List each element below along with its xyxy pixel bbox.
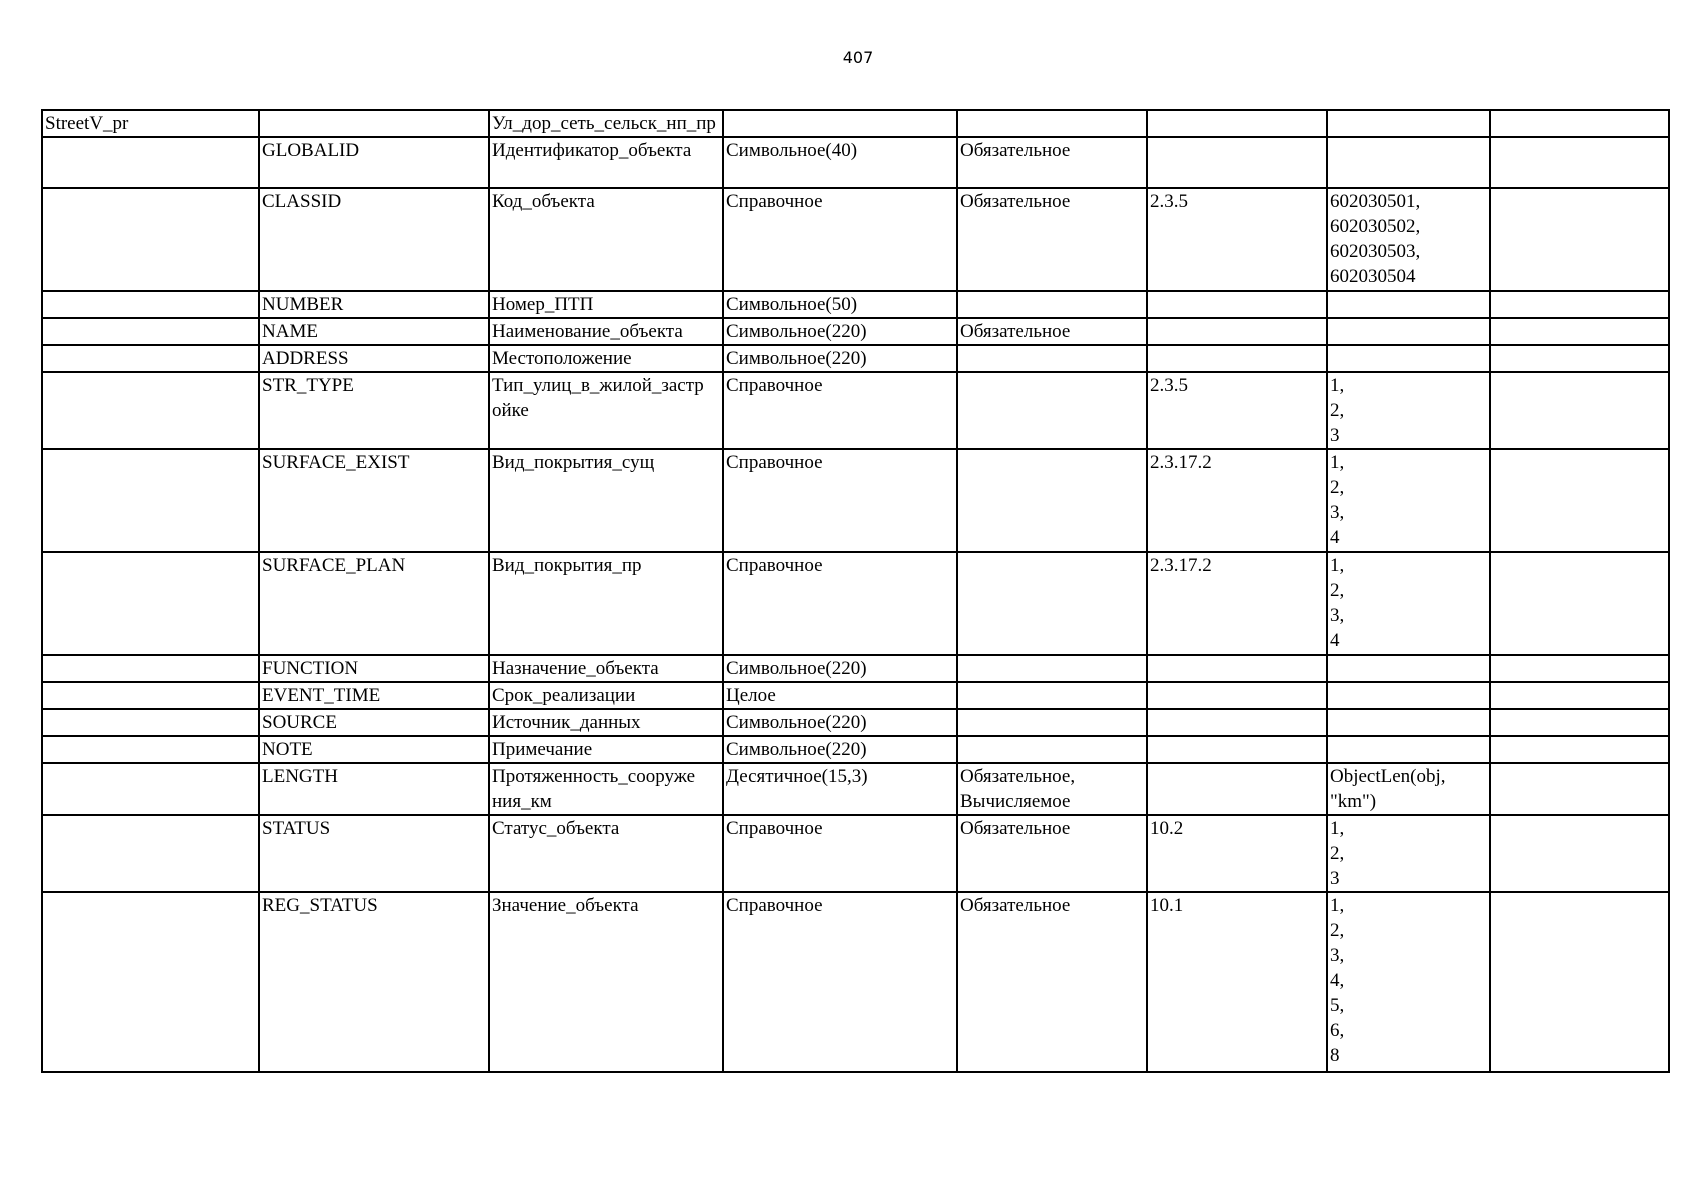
cell-required <box>957 291 1147 318</box>
cell-values <box>1327 137 1490 188</box>
cell-field-name: LENGTH <box>259 763 489 815</box>
cell-class-name <box>42 372 259 449</box>
cell-reference <box>1147 763 1327 815</box>
cell-reference: 2.3.5 <box>1147 372 1327 449</box>
cell-note <box>1490 815 1669 892</box>
cell-type: Справочное <box>723 815 957 892</box>
cell-type: Целое <box>723 682 957 709</box>
cell-class-name <box>42 763 259 815</box>
table-row <box>42 763 1669 815</box>
cell-type: Символьное(50) <box>723 291 957 318</box>
cell-class-name <box>42 345 259 372</box>
table-row <box>42 892 1669 1072</box>
cell-note <box>1490 736 1669 763</box>
cell-note <box>1490 682 1669 709</box>
cell-required: Обязательное, Вычисляемое <box>957 763 1147 815</box>
cell-type <box>723 110 957 137</box>
cell-values <box>1327 682 1490 709</box>
table-row <box>42 682 1669 709</box>
cell-values <box>1327 318 1490 345</box>
cell-required <box>957 449 1147 552</box>
cell-field-name: CLASSID <box>259 188 489 291</box>
cell-type: Справочное <box>723 892 957 1072</box>
cell-alias: Номер_ПТП <box>489 291 723 318</box>
cell-values <box>1327 345 1490 372</box>
cell-note <box>1490 892 1669 1072</box>
cell-values <box>1327 709 1490 736</box>
table-row <box>42 815 1669 892</box>
cell-values <box>1327 736 1490 763</box>
cell-field-name: SURFACE_PLAN <box>259 552 489 655</box>
cell-type: Символьное(220) <box>723 655 957 682</box>
cell-alias: Протяженность_сооруже ния_км <box>489 763 723 815</box>
cell-class-name <box>42 552 259 655</box>
cell-class-name <box>42 291 259 318</box>
cell-alias: Источник_данных <box>489 709 723 736</box>
cell-alias: Ул_дор_сеть_сельск_нп_пр <box>489 110 723 137</box>
table-row <box>42 655 1669 682</box>
cell-alias: Значение_объекта <box>489 892 723 1072</box>
cell-values: ObjectLen(obj, "km") <box>1327 763 1490 815</box>
cell-note <box>1490 763 1669 815</box>
table-row <box>42 291 1669 318</box>
cell-note <box>1490 188 1669 291</box>
cell-required <box>957 110 1147 137</box>
cell-note <box>1490 655 1669 682</box>
cell-reference <box>1147 345 1327 372</box>
cell-type: Справочное <box>723 449 957 552</box>
cell-note <box>1490 345 1669 372</box>
cell-field-name: ADDRESS <box>259 345 489 372</box>
cell-reference <box>1147 709 1327 736</box>
cell-values <box>1327 655 1490 682</box>
cell-field-name: FUNCTION <box>259 655 489 682</box>
cell-reference <box>1147 736 1327 763</box>
cell-alias: Назначение_объекта <box>489 655 723 682</box>
cell-required <box>957 372 1147 449</box>
cell-reference: 10.1 <box>1147 892 1327 1072</box>
cell-values: 1, 2, 3, 4, 5, 6, 8 <box>1327 892 1490 1072</box>
table-row <box>42 188 1669 291</box>
cell-class-name <box>42 449 259 552</box>
cell-type: Символьное(220) <box>723 318 957 345</box>
cell-note <box>1490 552 1669 655</box>
cell-field-name: NOTE <box>259 736 489 763</box>
cell-reference <box>1147 137 1327 188</box>
cell-required: Обязательное <box>957 892 1147 1072</box>
cell-note <box>1490 449 1669 552</box>
page-number: 407 <box>842 48 874 67</box>
table-row <box>42 137 1669 188</box>
cell-note <box>1490 372 1669 449</box>
cell-note <box>1490 291 1669 318</box>
attribute-table <box>41 109 1670 1073</box>
cell-reference: 10.2 <box>1147 815 1327 892</box>
cell-values: 602030501, 602030502, 602030503, 602030504 <box>1327 188 1490 291</box>
table-row <box>42 552 1669 655</box>
cell-values: 1, 2, 3 <box>1327 372 1490 449</box>
cell-note <box>1490 318 1669 345</box>
cell-alias: Тип_улиц_в_жилой_застр ойке <box>489 372 723 449</box>
cell-required: Обязательное <box>957 137 1147 188</box>
cell-alias: Статус_объекта <box>489 815 723 892</box>
cell-type: Символьное(220) <box>723 709 957 736</box>
table-row <box>42 709 1669 736</box>
cell-field-name: GLOBALID <box>259 137 489 188</box>
cell-class-name <box>42 892 259 1072</box>
cell-required <box>957 709 1147 736</box>
cell-class-name <box>42 188 259 291</box>
cell-alias: Вид_покрытия_сущ <box>489 449 723 552</box>
cell-field-name: STATUS <box>259 815 489 892</box>
cell-field-name: SURFACE_EXIST <box>259 449 489 552</box>
cell-field-name: EVENT_TIME <box>259 682 489 709</box>
cell-alias: Вид_покрытия_пр <box>489 552 723 655</box>
cell-required <box>957 655 1147 682</box>
cell-required <box>957 736 1147 763</box>
cell-class-name <box>42 318 259 345</box>
cell-required: Обязательное <box>957 815 1147 892</box>
cell-note <box>1490 137 1669 188</box>
cell-alias: Примечание <box>489 736 723 763</box>
cell-type: Справочное <box>723 372 957 449</box>
cell-reference <box>1147 655 1327 682</box>
cell-field-name: STR_TYPE <box>259 372 489 449</box>
cell-reference <box>1147 682 1327 709</box>
cell-field-name: REG_STATUS <box>259 892 489 1072</box>
cell-type: Символьное(220) <box>723 736 957 763</box>
cell-field-name <box>259 110 489 137</box>
cell-reference <box>1147 110 1327 137</box>
cell-reference: 2.3.5 <box>1147 188 1327 291</box>
cell-reference: 2.3.17.2 <box>1147 449 1327 552</box>
cell-alias: Наименование_объекта <box>489 318 723 345</box>
cell-alias: Идентификатор_объекта <box>489 137 723 188</box>
cell-alias: Срок_реализации <box>489 682 723 709</box>
cell-alias: Код_объекта <box>489 188 723 291</box>
cell-field-name: NAME <box>259 318 489 345</box>
cell-note <box>1490 110 1669 137</box>
cell-type: Справочное <box>723 188 957 291</box>
cell-class-name <box>42 682 259 709</box>
table-header-row <box>42 110 1669 137</box>
table-row <box>42 736 1669 763</box>
cell-required <box>957 682 1147 709</box>
cell-class-name <box>42 655 259 682</box>
cell-reference: 2.3.17.2 <box>1147 552 1327 655</box>
table-row <box>42 345 1669 372</box>
cell-class-name <box>42 736 259 763</box>
cell-values: 1, 2, 3, 4 <box>1327 449 1490 552</box>
table-row <box>42 449 1669 552</box>
cell-type: Справочное <box>723 552 957 655</box>
table-row <box>42 372 1669 449</box>
cell-class-name: StreetV_pr <box>42 110 259 137</box>
cell-values: 1, 2, 3 <box>1327 815 1490 892</box>
cell-class-name <box>42 709 259 736</box>
cell-required: Обязательное <box>957 318 1147 345</box>
cell-reference <box>1147 291 1327 318</box>
cell-values <box>1327 291 1490 318</box>
cell-class-name <box>42 137 259 188</box>
cell-type: Символьное(40) <box>723 137 957 188</box>
cell-type: Символьное(220) <box>723 345 957 372</box>
table-row <box>42 318 1669 345</box>
cell-type: Десятичное(15,3) <box>723 763 957 815</box>
cell-required <box>957 552 1147 655</box>
cell-required: Обязательное <box>957 188 1147 291</box>
cell-class-name <box>42 815 259 892</box>
cell-note <box>1490 709 1669 736</box>
cell-values <box>1327 110 1490 137</box>
cell-alias: Местоположение <box>489 345 723 372</box>
cell-required <box>957 345 1147 372</box>
cell-values: 1, 2, 3, 4 <box>1327 552 1490 655</box>
cell-field-name: NUMBER <box>259 291 489 318</box>
cell-field-name: SOURCE <box>259 709 489 736</box>
cell-reference <box>1147 318 1327 345</box>
